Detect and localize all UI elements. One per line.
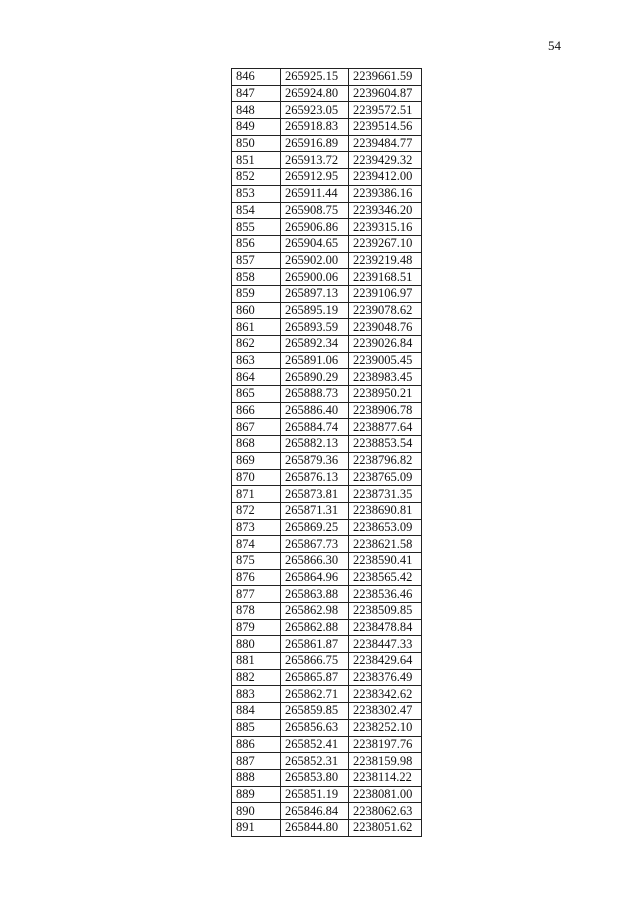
y-coordinate-cell: 2239026.84 <box>349 336 422 353</box>
y-coordinate-cell: 2238565.42 <box>349 569 422 586</box>
point-id-cell: 859 <box>232 285 281 302</box>
table-row <box>232 235 422 252</box>
table-row <box>232 386 422 403</box>
table-row <box>232 185 422 202</box>
y-coordinate-cell: 2238376.49 <box>349 669 422 686</box>
x-coordinate-cell: 265913.72 <box>281 152 349 169</box>
y-coordinate-cell: 2238114.22 <box>349 769 422 786</box>
point-id-cell: 858 <box>232 269 281 286</box>
point-id-cell: 854 <box>232 202 281 219</box>
y-coordinate-cell: 2239267.10 <box>349 235 422 252</box>
y-coordinate-cell: 2238796.82 <box>349 452 422 469</box>
x-coordinate-cell: 265859.85 <box>281 703 349 720</box>
table-row <box>232 636 422 653</box>
x-coordinate-cell: 265924.80 <box>281 85 349 102</box>
point-id-cell: 874 <box>232 536 281 553</box>
table-row <box>232 703 422 720</box>
point-id-cell: 881 <box>232 653 281 670</box>
x-coordinate-cell: 265897.13 <box>281 285 349 302</box>
x-coordinate-cell: 265893.59 <box>281 319 349 336</box>
table-row <box>232 653 422 670</box>
y-coordinate-cell: 2239168.51 <box>349 269 422 286</box>
table-row <box>232 219 422 236</box>
x-coordinate-cell: 265844.80 <box>281 819 349 836</box>
y-coordinate-cell: 2239005.45 <box>349 352 422 369</box>
y-coordinate-cell: 2238159.98 <box>349 753 422 770</box>
table-row <box>232 753 422 770</box>
y-coordinate-cell: 2238731.35 <box>349 486 422 503</box>
x-coordinate-cell: 265895.19 <box>281 302 349 319</box>
table-row <box>232 502 422 519</box>
point-id-cell: 848 <box>232 102 281 119</box>
point-id-cell: 870 <box>232 469 281 486</box>
point-id-cell: 860 <box>232 302 281 319</box>
x-coordinate-cell: 265902.00 <box>281 252 349 269</box>
point-id-cell: 857 <box>232 252 281 269</box>
table-row <box>232 469 422 486</box>
point-id-cell: 847 <box>232 85 281 102</box>
y-coordinate-cell: 2239219.48 <box>349 252 422 269</box>
y-coordinate-cell: 2239572.51 <box>349 102 422 119</box>
table-row <box>232 302 422 319</box>
point-id-cell: 852 <box>232 169 281 186</box>
x-coordinate-cell: 265892.34 <box>281 336 349 353</box>
y-coordinate-cell: 2239346.20 <box>349 202 422 219</box>
table-row <box>232 336 422 353</box>
x-coordinate-cell: 265863.88 <box>281 586 349 603</box>
y-coordinate-cell: 2238252.10 <box>349 719 422 736</box>
table-row <box>232 69 422 86</box>
point-id-cell: 890 <box>232 803 281 820</box>
y-coordinate-cell: 2238062.63 <box>349 803 422 820</box>
y-coordinate-cell: 2238447.33 <box>349 636 422 653</box>
table-row <box>232 419 422 436</box>
y-coordinate-cell: 2238690.81 <box>349 502 422 519</box>
x-coordinate-cell: 265906.86 <box>281 219 349 236</box>
table-row <box>232 619 422 636</box>
x-coordinate-cell: 265846.84 <box>281 803 349 820</box>
table-row <box>232 102 422 119</box>
table-row <box>232 819 422 836</box>
x-coordinate-cell: 265888.73 <box>281 386 349 403</box>
y-coordinate-cell: 2238950.21 <box>349 386 422 403</box>
table-row <box>232 686 422 703</box>
x-coordinate-cell: 265871.31 <box>281 502 349 519</box>
coordinates-table-body <box>232 69 422 837</box>
point-id-cell: 863 <box>232 352 281 369</box>
coordinates-table <box>231 68 422 837</box>
point-id-cell: 866 <box>232 402 281 419</box>
x-coordinate-cell: 265861.87 <box>281 636 349 653</box>
point-id-cell: 862 <box>232 336 281 353</box>
y-coordinate-cell: 2239514.56 <box>349 119 422 136</box>
table-row <box>232 285 422 302</box>
table-row <box>232 202 422 219</box>
y-coordinate-cell: 2238342.62 <box>349 686 422 703</box>
y-coordinate-cell: 2239412.00 <box>349 169 422 186</box>
point-id-cell: 849 <box>232 119 281 136</box>
point-id-cell: 889 <box>232 786 281 803</box>
x-coordinate-cell: 265864.96 <box>281 569 349 586</box>
point-id-cell: 865 <box>232 386 281 403</box>
table-row <box>232 152 422 169</box>
x-coordinate-cell: 265912.95 <box>281 169 349 186</box>
table-row <box>232 169 422 186</box>
y-coordinate-cell: 2238621.58 <box>349 536 422 553</box>
point-id-cell: 855 <box>232 219 281 236</box>
y-coordinate-cell: 2239661.59 <box>349 69 422 86</box>
point-id-cell: 864 <box>232 369 281 386</box>
y-coordinate-cell: 2238051.62 <box>349 819 422 836</box>
x-coordinate-cell: 265873.81 <box>281 486 349 503</box>
x-coordinate-cell: 265866.75 <box>281 653 349 670</box>
table-row <box>232 252 422 269</box>
y-coordinate-cell: 2239078.62 <box>349 302 422 319</box>
point-id-cell: 869 <box>232 452 281 469</box>
point-id-cell: 877 <box>232 586 281 603</box>
point-id-cell: 856 <box>232 235 281 252</box>
y-coordinate-cell: 2239386.16 <box>349 185 422 202</box>
table-row <box>232 552 422 569</box>
point-id-cell: 851 <box>232 152 281 169</box>
x-coordinate-cell: 265884.74 <box>281 419 349 436</box>
x-coordinate-cell: 265869.25 <box>281 519 349 536</box>
point-id-cell: 888 <box>232 769 281 786</box>
table-row <box>232 436 422 453</box>
x-coordinate-cell: 265923.05 <box>281 102 349 119</box>
x-coordinate-cell: 265925.15 <box>281 69 349 86</box>
y-coordinate-cell: 2239604.87 <box>349 85 422 102</box>
y-coordinate-cell: 2238765.09 <box>349 469 422 486</box>
y-coordinate-cell: 2238590.41 <box>349 552 422 569</box>
y-coordinate-cell: 2239484.77 <box>349 135 422 152</box>
y-coordinate-cell: 2238906.78 <box>349 402 422 419</box>
point-id-cell: 853 <box>232 185 281 202</box>
point-id-cell: 883 <box>232 686 281 703</box>
y-coordinate-cell: 2238081.00 <box>349 786 422 803</box>
x-coordinate-cell: 265879.36 <box>281 452 349 469</box>
table-row <box>232 569 422 586</box>
table-row <box>232 486 422 503</box>
x-coordinate-cell: 265862.98 <box>281 603 349 620</box>
y-coordinate-cell: 2238653.09 <box>349 519 422 536</box>
x-coordinate-cell: 265853.80 <box>281 769 349 786</box>
point-id-cell: 891 <box>232 819 281 836</box>
table-row <box>232 769 422 786</box>
y-coordinate-cell: 2239315.16 <box>349 219 422 236</box>
table-row <box>232 319 422 336</box>
x-coordinate-cell: 265908.75 <box>281 202 349 219</box>
x-coordinate-cell: 265918.83 <box>281 119 349 136</box>
table-row <box>232 135 422 152</box>
x-coordinate-cell: 265851.19 <box>281 786 349 803</box>
point-id-cell: 850 <box>232 135 281 152</box>
y-coordinate-cell: 2238509.85 <box>349 603 422 620</box>
point-id-cell: 886 <box>232 736 281 753</box>
x-coordinate-cell: 265862.88 <box>281 619 349 636</box>
point-id-cell: 871 <box>232 486 281 503</box>
table-row <box>232 452 422 469</box>
table-row <box>232 719 422 736</box>
page-number: 54 <box>548 38 561 53</box>
point-id-cell: 875 <box>232 552 281 569</box>
point-id-cell: 884 <box>232 703 281 720</box>
x-coordinate-cell: 265900.06 <box>281 269 349 286</box>
y-coordinate-cell: 2238853.54 <box>349 436 422 453</box>
table-row <box>232 603 422 620</box>
point-id-cell: 872 <box>232 502 281 519</box>
point-id-cell: 846 <box>232 69 281 86</box>
point-id-cell: 880 <box>232 636 281 653</box>
point-id-cell: 876 <box>232 569 281 586</box>
table-row <box>232 369 422 386</box>
x-coordinate-cell: 265862.71 <box>281 686 349 703</box>
point-id-cell: 867 <box>232 419 281 436</box>
table-row <box>232 586 422 603</box>
x-coordinate-cell: 265865.87 <box>281 669 349 686</box>
x-coordinate-cell: 265867.73 <box>281 536 349 553</box>
point-id-cell: 887 <box>232 753 281 770</box>
table-row <box>232 786 422 803</box>
point-id-cell: 879 <box>232 619 281 636</box>
y-coordinate-cell: 2238983.45 <box>349 369 422 386</box>
y-coordinate-cell: 2238197.76 <box>349 736 422 753</box>
point-id-cell: 868 <box>232 436 281 453</box>
y-coordinate-cell: 2238429.64 <box>349 653 422 670</box>
point-id-cell: 878 <box>232 603 281 620</box>
x-coordinate-cell: 265852.41 <box>281 736 349 753</box>
y-coordinate-cell: 2238302.47 <box>349 703 422 720</box>
x-coordinate-cell: 265856.63 <box>281 719 349 736</box>
table-row <box>232 269 422 286</box>
table-row <box>232 803 422 820</box>
y-coordinate-cell: 2239106.97 <box>349 285 422 302</box>
table-row <box>232 736 422 753</box>
y-coordinate-cell: 2238478.84 <box>349 619 422 636</box>
x-coordinate-cell: 265911.44 <box>281 185 349 202</box>
x-coordinate-cell: 265904.65 <box>281 235 349 252</box>
x-coordinate-cell: 265866.30 <box>281 552 349 569</box>
x-coordinate-cell: 265916.89 <box>281 135 349 152</box>
point-id-cell: 861 <box>232 319 281 336</box>
x-coordinate-cell: 265852.31 <box>281 753 349 770</box>
y-coordinate-cell: 2238536.46 <box>349 586 422 603</box>
y-coordinate-cell: 2239429.32 <box>349 152 422 169</box>
table-row <box>232 119 422 136</box>
y-coordinate-cell: 2239048.76 <box>349 319 422 336</box>
point-id-cell: 873 <box>232 519 281 536</box>
table-row <box>232 85 422 102</box>
point-id-cell: 882 <box>232 669 281 686</box>
x-coordinate-cell: 265876.13 <box>281 469 349 486</box>
point-id-cell: 885 <box>232 719 281 736</box>
y-coordinate-cell: 2238877.64 <box>349 419 422 436</box>
x-coordinate-cell: 265886.40 <box>281 402 349 419</box>
x-coordinate-cell: 265882.13 <box>281 436 349 453</box>
table-row <box>232 352 422 369</box>
table-row <box>232 536 422 553</box>
x-coordinate-cell: 265890.29 <box>281 369 349 386</box>
table-row <box>232 402 422 419</box>
table-row <box>232 519 422 536</box>
x-coordinate-cell: 265891.06 <box>281 352 349 369</box>
table-row <box>232 669 422 686</box>
